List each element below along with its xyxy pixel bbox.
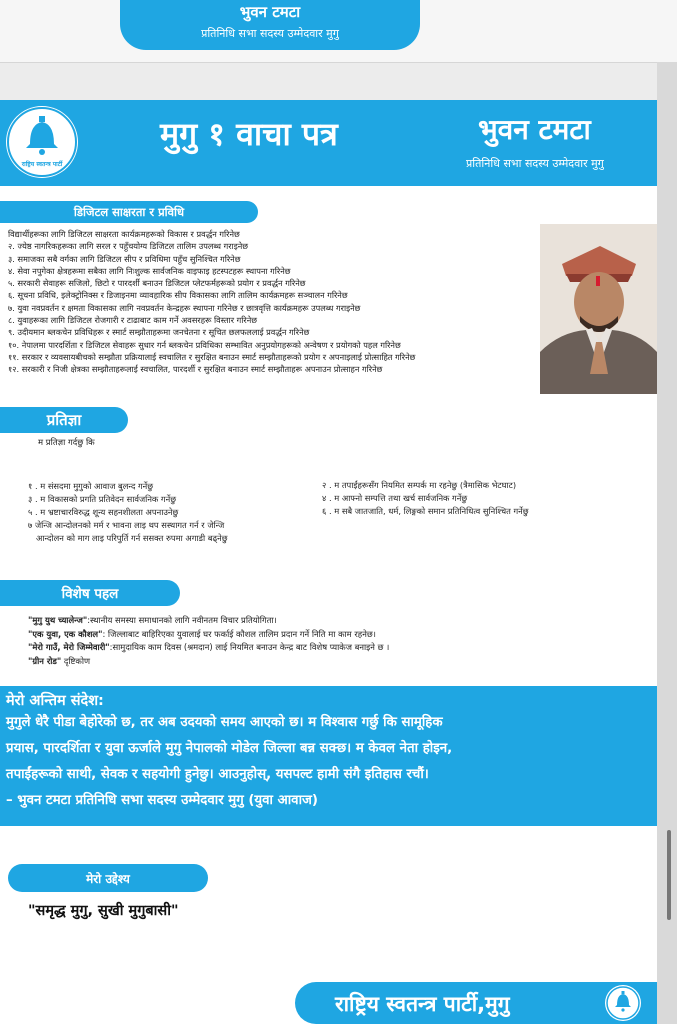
list-item: ५. सरकारी सेवाहरू सजिलो, छिटो र पारदर्शी बनाउन डिजिटल प्लेटफर्महरूको प्रयोग र प्रवर्द्धन गरिनेछ [8, 278, 306, 289]
final-message-signature: – भुवन टमटा प्रतिनिधि सभा सदस्य उम्मेदवार मुगु (युवा आवाज) [6, 793, 318, 808]
list-item: ७. युवा नवप्रवर्तन र क्षमता विकासका लागि नवप्रवर्तन केन्द्रहरू स्थापना गरिनेछ र छात्रवृत्ति कार्यक्रमहरू उपलब्ध गराइनेछ [8, 302, 361, 313]
list-item: १०. नेपालमा पारदर्शिता र डिजिटल सेवाहरू सुधार गर्न ब्लकचेन प्रविधिका सम्भावित अनुप्रयोगहरूको अन्वेषण र प्रयोगको पहल गरिनेछ [8, 339, 401, 350]
list-item: आन्दोलन को माग लाइ परिपुर्ति गर्न ससक्त रुपमा अगाडी बढ्नेछु [36, 533, 228, 543]
top-name-pill [120, 0, 420, 50]
poster-header [0, 100, 657, 186]
pratigya-right-list [322, 479, 632, 518]
top-candidate-name: भुवन टमटा [239, 3, 301, 21]
list-item: १२. सरकारी र निजी क्षेत्रका सम्झौताहरूलाई स्वचालित, पारदर्शी र सुरक्षित बनाउन स्मार्ट सम्झौताहरू अपनाउन प्रोत्साहन गरिनेछ [8, 364, 383, 375]
list-item: २ . म तपाईंहरूसँग नियमित सम्पर्क मा रहनेछु (त्रैमासिक भेटघाट) [322, 480, 517, 490]
candidate-subtitle: प्रतिनिधि सभा सदस्य उम्मेदवार मुगु [466, 157, 604, 170]
final-message-heading: मेरो अन्तिम संदेश: [6, 693, 104, 709]
list-item: १ . म संसदमा मुगुको आवाज बुलन्द गर्नेछु [28, 481, 154, 491]
list-item: ६. सूचना प्रविधि, इलेक्ट्रोनिक्स र डिजाइनमा व्यावहारिक सीप विकासका लागि तालिम कार्यक्रमहरू सञ्चालन गरिनेछ [8, 290, 348, 301]
list-item: ४. सेवा नपुगेका क्षेत्रहरूमा सबैका लागि निःशुल्क सार्वजनिक वाइफाइ हटस्पटहरू स्थापना गरिनेछ [8, 265, 291, 276]
initiative-text: :स्थानीय समस्या समाधानको लागि नवीनतम विचार प्रतियोगिता। [87, 615, 277, 625]
candidate-portrait-image [540, 224, 657, 394]
party-footer-name: राष्ट्रिय स्वतन्त्र पार्टी,मुगु [335, 992, 510, 1016]
top-candidate-subtitle: प्रतिनिधि सभा सदस्य उम्मेदवार मुगु [201, 27, 339, 40]
pratigya-left-list [28, 480, 308, 545]
campaign-slogan: "समृद्ध मुगु, सुखी मुगुबासी" [28, 903, 179, 919]
section-digital-heading-text: डिजिटल साक्षरता र प्रविधि [73, 204, 185, 219]
section-digital-heading [0, 201, 258, 223]
section-vishesh-heading [0, 580, 180, 606]
list-item: ६ . म सबै जातजाति, धर्म, लिङ्गको समान प्रतिनिधित्व सुनिश्चित गर्नेछु [322, 506, 529, 516]
final-message-line: मुगुले धेरै पीडा बेहोरेको छ, तर अब उदयको समय आएको छ। म विश्वास गर्छु कि सामूहिक [6, 715, 443, 730]
initiative-label: "मुगु युथ च्यालेन्ज" [28, 615, 88, 625]
list-item [28, 628, 628, 642]
list-item [28, 614, 628, 628]
initiative-text: दृष्टिकोण [61, 655, 91, 666]
manifesto-title: मुगु १ वाचा पत्र [160, 115, 338, 153]
pratigya-intro: म प्रतिज्ञा गर्दछु कि [38, 438, 95, 448]
list-item: ७ जेन्जि आन्दोलनको मर्म र भावना लाइ थप सस्थागत गर्न र जेन्जि [28, 520, 225, 530]
list-item: ९. उदीयमान ब्लकचेन प्रविधिहरू र स्मार्ट सम्झौताहरूमा जनचेतना र सूचित छलफललाई प्रवर्द्धन गरिनेछ [8, 327, 310, 338]
final-message-line: प्रयास, पारदर्शिता र युवा ऊर्जाले मुगु नेपालको मोडेल जिल्ला बन्न सक्छ। म केवल नेता होइन, [6, 741, 453, 756]
initiative-label: "मेरो गाउँ, मेरो जिम्मेवारी" [28, 642, 110, 652]
initiative-text: : जिल्लाबाट बाहिरिएका युवालाई घर फर्काई कौशल तालिम प्रदान गर्ने निति मा काम रहनेछ। [102, 628, 376, 639]
manifesto-poster [0, 100, 657, 1024]
bell-icon [606, 986, 640, 1020]
final-message-line: तपाईंहरूको साथी, सेवक र सहयोगी हुनेछु। आउनुहोस्, यसपल्ट हामी संगै इतिहास रचौं। [6, 767, 429, 782]
party-footer-banner [295, 982, 657, 1024]
section-uddeshya-heading [8, 864, 208, 892]
initiative-label: "एक युवा, एक कौशल" [28, 628, 103, 639]
list-item: विद्यार्थीहरूका लागि डिजिटल साक्षरता कार्यक्रमहरूको विकास र प्रवर्द्धन गरिनेछ [8, 229, 240, 239]
section-vishesh-heading-text: विशेष पहल [61, 586, 119, 602]
list-item: ३. समाजका सबै वर्गका लागि डिजिटल सीप र प्रविधिमा पहुँच सुनिश्चित गरिनेछ [8, 253, 241, 264]
scrollbar-thumb[interactable] [667, 830, 671, 920]
list-item: २. ज्येष्ठ नागरिकहरूका लागि सरल र पहुँचयोग्य डिजिटल तालिम उपलब्ध गराइनेछ [8, 241, 248, 252]
initiative-label: "ग्रीन रोड" [28, 655, 62, 666]
list-item: ४ . म आफ्नो सम्पत्ति तथा खर्च सार्वजनिक गर्नेछु [322, 493, 468, 503]
previous-page-strip [0, 0, 677, 63]
list-item: ८. युवाहरूका लागि डिजिटल रोजगारी र टाढाबाट काम गर्ने अवसरहरू विस्तार गरिनेछ [8, 315, 258, 326]
candidate-photo [540, 224, 657, 394]
special-initiatives-list [28, 614, 628, 668]
section-pratigya-heading [0, 407, 128, 433]
list-item: ५ . म भ्रष्टाचारविरुद्ध शून्य सहनशीलता अपनाउनेछु [28, 507, 179, 517]
final-message-box [0, 686, 657, 826]
party-logo-text: राष्ट्रिय स्वतन्त्र पार्टी [21, 161, 63, 168]
list-item: ३ . म विकासको प्रगति प्रतिवेदन सार्वजनिक गर्नेछु [28, 494, 177, 504]
party-footer-logo [605, 985, 641, 1021]
section-uddeshya-heading-text: मेरो उद्देश्य [86, 871, 130, 886]
digital-commitments-list [8, 228, 548, 376]
list-item [28, 655, 628, 669]
section-pratigya-heading-text: प्रतिज्ञा [46, 411, 82, 429]
party-logo [6, 106, 78, 178]
list-item [28, 641, 628, 655]
candidate-name: भुवन टमटा [478, 113, 591, 146]
initiative-text: :सामुदायिक काम दिवस (श्रमदान) लाई नियमित बनाउन केन्द्र बाट विशेष प्याकेज बनाइने छ । [109, 642, 390, 652]
list-item: ११. सरकार र व्यवसायबीचको सम्झौता प्रक्रियालाई स्वचालित र सुरक्षित बनाउन स्मार्ट सम्झौताहरूको प्रयोग र अपनाइलाई प्रोत्साहित गरिनेछ [8, 351, 416, 362]
